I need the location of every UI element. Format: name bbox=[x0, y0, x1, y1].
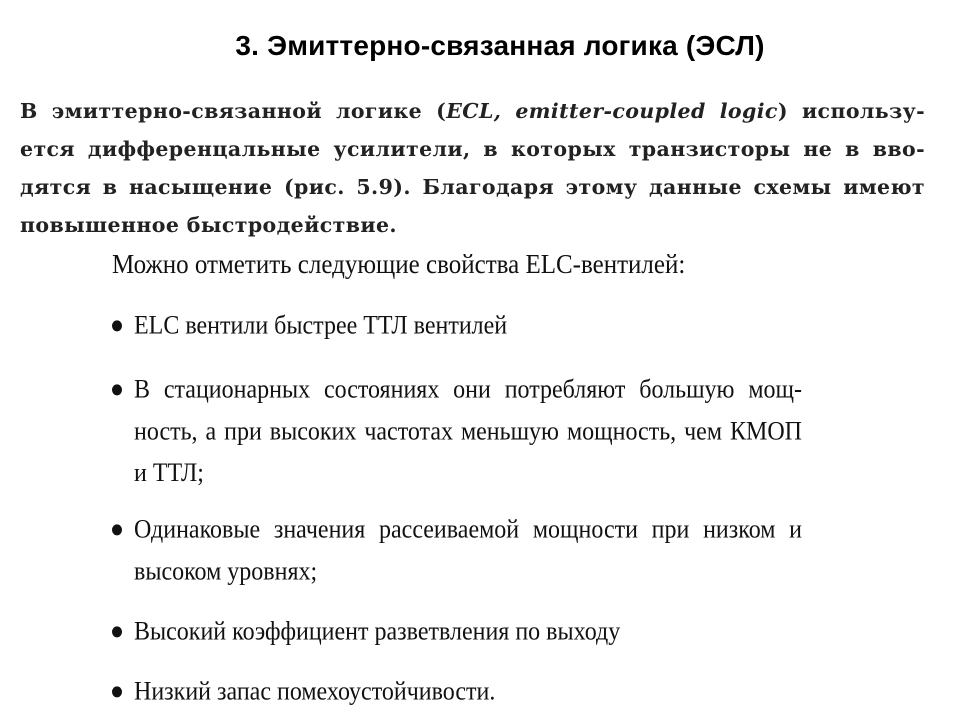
bullet-icon bbox=[112, 384, 122, 395]
slide-title: 3. Эмиттерно-связанная логика (ЭСЛ) bbox=[235, 30, 765, 61]
list-item-text: В стационарных состояниях они потребляют большую мощ-ность, а при высоких частотах меньшую мощность, чем КМОП и ТТЛ; bbox=[134, 375, 802, 488]
list-item-text: Одинаковые значения рассеиваемой мощности при низком и высоком уровнях; bbox=[134, 515, 802, 586]
bullet-icon bbox=[112, 320, 122, 331]
list-item-text: ELC вентили быстрее ТТЛ вентилей bbox=[134, 311, 508, 341]
list-item bbox=[112, 509, 802, 593]
properties-list bbox=[112, 305, 802, 709]
intro-paragraph bbox=[20, 92, 925, 244]
bullet-icon bbox=[112, 524, 122, 535]
list-item bbox=[112, 369, 802, 494]
properties-lead: Можно отметить следующие свойства ELC-вентилей: bbox=[112, 250, 686, 280]
list-item-text: Низкий запас помехоустойчивости. bbox=[134, 677, 496, 707]
list-item bbox=[112, 611, 802, 653]
intro-text-after: ) использу-ется дифференцальные усилители, в которых транзисторы не в вво-дятся в насыщение (рис. 5.9). Благодаря этому данные схемы имеют повышенное быстродействие. bbox=[20, 99, 926, 237]
list-item-text: Высокий коэффициент разветвления по выходу bbox=[134, 617, 621, 647]
intro-term: ECL, emitter-coupled logic bbox=[446, 99, 778, 123]
list-item bbox=[112, 305, 802, 347]
bullet-icon bbox=[112, 626, 122, 637]
list-item bbox=[112, 671, 802, 713]
bullet-icon bbox=[112, 686, 122, 697]
intro-text-before: В эмиттерно-связанной логике ( bbox=[20, 99, 447, 123]
